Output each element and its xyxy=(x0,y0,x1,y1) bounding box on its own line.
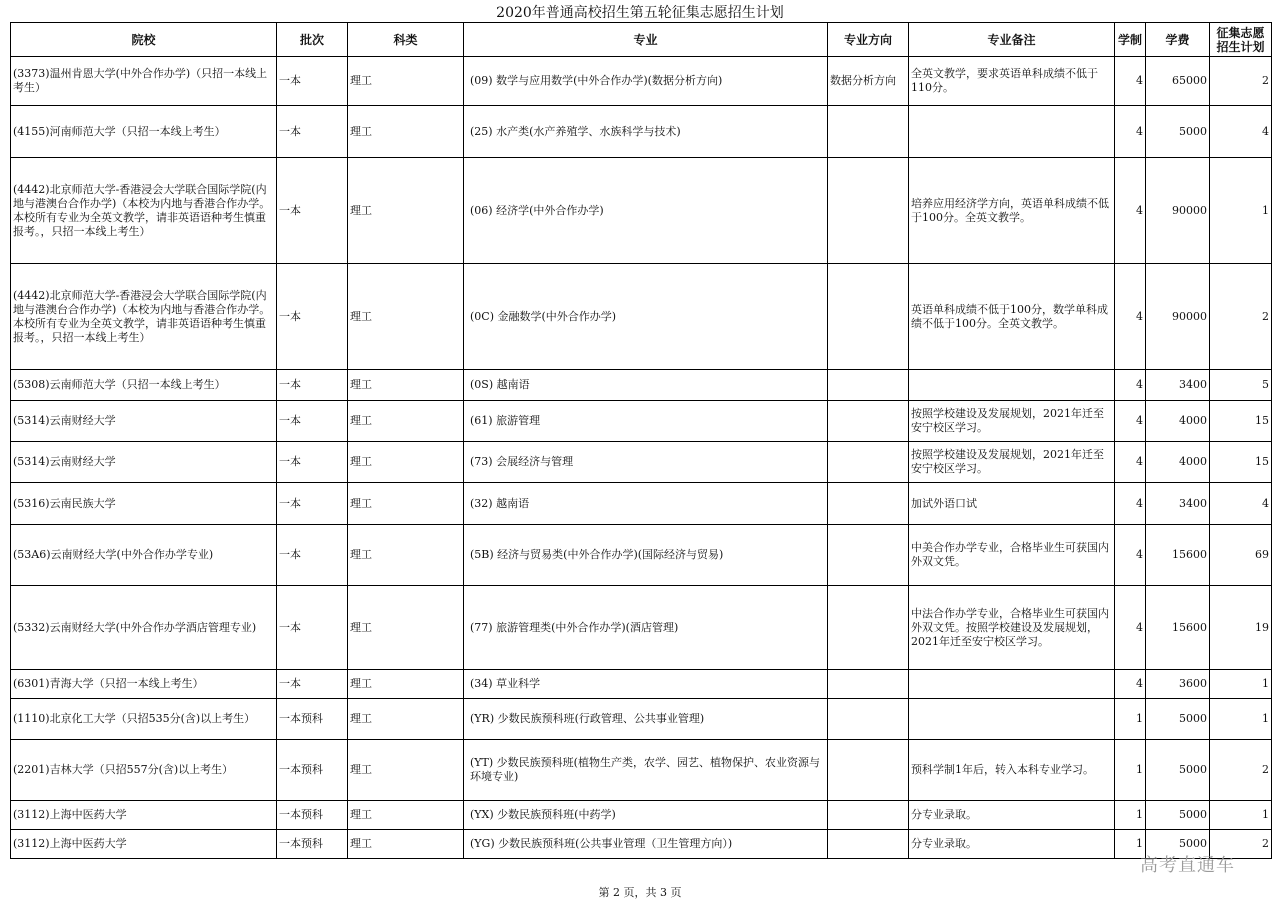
years-cell: 4 xyxy=(1115,106,1146,158)
table-row xyxy=(11,801,1272,830)
category-cell: 理工 xyxy=(348,586,464,670)
fee-cell: 5000 xyxy=(1146,740,1210,801)
table-row xyxy=(11,670,1272,699)
years-cell: 4 xyxy=(1115,158,1146,264)
batch-cell: 一本预科 xyxy=(277,740,348,801)
header-category: 科类 xyxy=(348,23,464,57)
school-cell: (4155)河南师范大学（只招一本线上考生） xyxy=(11,106,277,158)
major-cell: (61) 旅游管理 xyxy=(464,401,828,442)
remark-cell xyxy=(909,106,1115,158)
plan-cell: 5 xyxy=(1210,370,1272,401)
plan-cell: 2 xyxy=(1210,830,1272,859)
remark-cell: 按照学校建设及发展规划，2021年迁至安宁校区学习。 xyxy=(909,401,1115,442)
plan-cell: 19 xyxy=(1210,586,1272,670)
watermark: 高考直通车 xyxy=(1140,855,1235,876)
category-cell: 理工 xyxy=(348,57,464,106)
major-cell: (0C) 金融数学(中外合作办学) xyxy=(464,264,828,370)
school-cell: (3112)上海中医药大学 xyxy=(11,830,277,859)
remark-cell: 中法合作办学专业，合格毕业生可获国内外双文凭。按照学校建设及发展规划，2021年迁至安宁校区学习。 xyxy=(909,586,1115,670)
table-row xyxy=(11,740,1272,801)
major-cell: (73) 会展经济与管理 xyxy=(464,442,828,483)
plan-cell: 4 xyxy=(1210,483,1272,525)
plan-cell: 2 xyxy=(1210,57,1272,106)
category-cell: 理工 xyxy=(348,670,464,699)
category-cell: 理工 xyxy=(348,401,464,442)
years-cell: 4 xyxy=(1115,483,1146,525)
school-cell: (3112)上海中医药大学 xyxy=(11,801,277,830)
years-cell: 4 xyxy=(1115,442,1146,483)
fee-cell: 3400 xyxy=(1146,483,1210,525)
fee-cell: 15600 xyxy=(1146,525,1210,586)
plan-cell: 1 xyxy=(1210,699,1272,740)
remark-cell: 英语单科成绩不低于100分，数学单科成绩不低于100分。全英文教学。 xyxy=(909,264,1115,370)
major-cell: (06) 经济学(中外合作办学) xyxy=(464,158,828,264)
years-cell: 4 xyxy=(1115,264,1146,370)
remark-cell: 预科学制1年后，转入本科专业学习。 xyxy=(909,740,1115,801)
fee-cell: 5000 xyxy=(1146,801,1210,830)
direction-cell xyxy=(828,483,909,525)
batch-cell: 一本 xyxy=(277,106,348,158)
batch-cell: 一本 xyxy=(277,442,348,483)
header-row xyxy=(11,23,1272,57)
plan-cell: 15 xyxy=(1210,442,1272,483)
direction-cell xyxy=(828,525,909,586)
plan-cell: 2 xyxy=(1210,740,1272,801)
school-cell: (4442)北京师范大学-香港浸会大学联合国际学院(内地与港澳台合作办学)（本校为内地与香港合作办学。本校所有专业为全英文教学，请非英语语种考生慎重报考。，只招一本线上考生） xyxy=(11,264,277,370)
plan-cell: 1 xyxy=(1210,158,1272,264)
category-cell: 理工 xyxy=(348,483,464,525)
school-cell: (5314)云南财经大学 xyxy=(11,442,277,483)
header-remark: 专业备注 xyxy=(909,23,1115,57)
school-cell: (3373)温州肯恩大学(中外合作办学)（只招一本线上考生） xyxy=(11,57,277,106)
remark-cell: 全英文教学，要求英语单科成绩不低于110分。 xyxy=(909,57,1115,106)
batch-cell: 一本 xyxy=(277,670,348,699)
plan-cell: 4 xyxy=(1210,106,1272,158)
header-fee: 学费 xyxy=(1146,23,1210,57)
fee-cell: 5000 xyxy=(1146,106,1210,158)
batch-cell: 一本 xyxy=(277,401,348,442)
plan-cell: 1 xyxy=(1210,801,1272,830)
table-row xyxy=(11,586,1272,670)
years-cell: 1 xyxy=(1115,699,1146,740)
header-school: 院校 xyxy=(11,23,277,57)
table-row xyxy=(11,483,1272,525)
table-row xyxy=(11,442,1272,483)
batch-cell: 一本 xyxy=(277,525,348,586)
years-cell: 4 xyxy=(1115,370,1146,401)
header-batch: 批次 xyxy=(277,23,348,57)
category-cell: 理工 xyxy=(348,699,464,740)
category-cell: 理工 xyxy=(348,158,464,264)
header-years: 学制 xyxy=(1115,23,1146,57)
header-plan: 征集志愿招生计划 xyxy=(1210,23,1272,57)
major-cell: (YG) 少数民族预科班(公共事业管理（卫生管理方向）) xyxy=(464,830,828,859)
fee-cell: 90000 xyxy=(1146,158,1210,264)
remark-cell: 分专业录取。 xyxy=(909,830,1115,859)
years-cell: 4 xyxy=(1115,586,1146,670)
remark-cell: 按照学校建设及发展规划，2021年迁至安宁校区学习。 xyxy=(909,442,1115,483)
fee-cell: 5000 xyxy=(1146,699,1210,740)
major-cell: (YR) 少数民族预科班(行政管理、公共事业管理) xyxy=(464,699,828,740)
category-cell: 理工 xyxy=(348,442,464,483)
remark-cell: 加试外语口试 xyxy=(909,483,1115,525)
plan-cell: 69 xyxy=(1210,525,1272,586)
batch-cell: 一本 xyxy=(277,370,348,401)
fee-cell: 3600 xyxy=(1146,670,1210,699)
school-cell: (53A6)云南财经大学(中外合作办学专业) xyxy=(11,525,277,586)
major-cell: (32) 越南语 xyxy=(464,483,828,525)
years-cell: 4 xyxy=(1115,525,1146,586)
fee-cell: 4000 xyxy=(1146,442,1210,483)
direction-cell xyxy=(828,370,909,401)
years-cell: 1 xyxy=(1115,801,1146,830)
years-cell: 4 xyxy=(1115,401,1146,442)
table-row xyxy=(11,158,1272,264)
remark-cell xyxy=(909,670,1115,699)
table-row xyxy=(11,370,1272,401)
admission-plan-table xyxy=(10,22,1272,859)
major-cell: (34) 草业科学 xyxy=(464,670,828,699)
header-direction: 专业方向 xyxy=(828,23,909,57)
batch-cell: 一本 xyxy=(277,57,348,106)
table-row xyxy=(11,57,1272,106)
batch-cell: 一本预科 xyxy=(277,830,348,859)
major-cell: (YX) 少数民族预科班(中药学) xyxy=(464,801,828,830)
table-row xyxy=(11,830,1272,859)
school-cell: (6301)青海大学（只招一本线上考生） xyxy=(11,670,277,699)
table-row xyxy=(11,699,1272,740)
direction-cell: 数据分析方向 xyxy=(828,57,909,106)
fee-cell: 4000 xyxy=(1146,401,1210,442)
category-cell: 理工 xyxy=(348,264,464,370)
page-footer: 第 2 页，共 3 页 xyxy=(598,886,682,899)
batch-cell: 一本预科 xyxy=(277,699,348,740)
direction-cell xyxy=(828,158,909,264)
school-cell: (5314)云南财经大学 xyxy=(11,401,277,442)
remark-cell xyxy=(909,370,1115,401)
years-cell: 1 xyxy=(1115,740,1146,801)
fee-cell: 3400 xyxy=(1146,370,1210,401)
years-cell: 1 xyxy=(1115,830,1146,859)
major-cell: (YT) 少数民族预科班(植物生产类，农学、园艺、植物保护、农业资源与环境专业) xyxy=(464,740,828,801)
batch-cell: 一本 xyxy=(277,264,348,370)
school-cell: (4442)北京师范大学-香港浸会大学联合国际学院(内地与港澳台合作办学)（本校为内地与香港合作办学。本校所有专业为全英文教学，请非英语语种考生慎重报考。，只招一本线上考生） xyxy=(11,158,277,264)
direction-cell xyxy=(828,699,909,740)
direction-cell xyxy=(828,264,909,370)
remark-cell: 分专业录取。 xyxy=(909,801,1115,830)
category-cell: 理工 xyxy=(348,740,464,801)
category-cell: 理工 xyxy=(348,830,464,859)
remark-cell xyxy=(909,699,1115,740)
page-title: 2020年普通高校招生第五轮征集志愿招生计划 xyxy=(496,5,784,21)
major-cell: (0S) 越南语 xyxy=(464,370,828,401)
direction-cell xyxy=(828,442,909,483)
school-cell: (5332)云南财经大学(中外合作办学酒店管理专业) xyxy=(11,586,277,670)
plan-cell: 15 xyxy=(1210,401,1272,442)
batch-cell: 一本 xyxy=(277,586,348,670)
school-cell: (2201)吉林大学（只招557分(含)以上考生） xyxy=(11,740,277,801)
batch-cell: 一本 xyxy=(277,158,348,264)
major-cell: (09) 数学与应用数学(中外合作办学)(数据分析方向) xyxy=(464,57,828,106)
school-cell: (5308)云南师范大学（只招一本线上考生） xyxy=(11,370,277,401)
major-cell: (5B) 经济与贸易类(中外合作办学)(国际经济与贸易) xyxy=(464,525,828,586)
major-cell: (77) 旅游管理类(中外合作办学)(酒店管理) xyxy=(464,586,828,670)
direction-cell xyxy=(828,586,909,670)
table-row xyxy=(11,401,1272,442)
category-cell: 理工 xyxy=(348,370,464,401)
remark-cell: 培养应用经济学方向，英语单科成绩不低于100分。全英文教学。 xyxy=(909,158,1115,264)
table-row xyxy=(11,106,1272,158)
school-cell: (5316)云南民族大学 xyxy=(11,483,277,525)
plan-cell: 1 xyxy=(1210,670,1272,699)
batch-cell: 一本预科 xyxy=(277,801,348,830)
years-cell: 4 xyxy=(1115,57,1146,106)
category-cell: 理工 xyxy=(348,525,464,586)
major-cell: (25) 水产类(水产养殖学、水族科学与技术) xyxy=(464,106,828,158)
school-cell: (1110)北京化工大学（只招535分(含)以上考生） xyxy=(11,699,277,740)
category-cell: 理工 xyxy=(348,801,464,830)
direction-cell xyxy=(828,801,909,830)
direction-cell xyxy=(828,106,909,158)
direction-cell xyxy=(828,401,909,442)
remark-cell: 中美合作办学专业，合格毕业生可获国内外双文凭。 xyxy=(909,525,1115,586)
fee-cell: 90000 xyxy=(1146,264,1210,370)
direction-cell xyxy=(828,740,909,801)
category-cell: 理工 xyxy=(348,106,464,158)
table-row xyxy=(11,525,1272,586)
fee-cell: 5000 xyxy=(1146,830,1210,859)
years-cell: 4 xyxy=(1115,670,1146,699)
direction-cell xyxy=(828,670,909,699)
plan-cell: 2 xyxy=(1210,264,1272,370)
fee-cell: 65000 xyxy=(1146,57,1210,106)
fee-cell: 15600 xyxy=(1146,586,1210,670)
header-major: 专业 xyxy=(464,23,828,57)
direction-cell xyxy=(828,830,909,859)
table-row xyxy=(11,264,1272,370)
batch-cell: 一本 xyxy=(277,483,348,525)
